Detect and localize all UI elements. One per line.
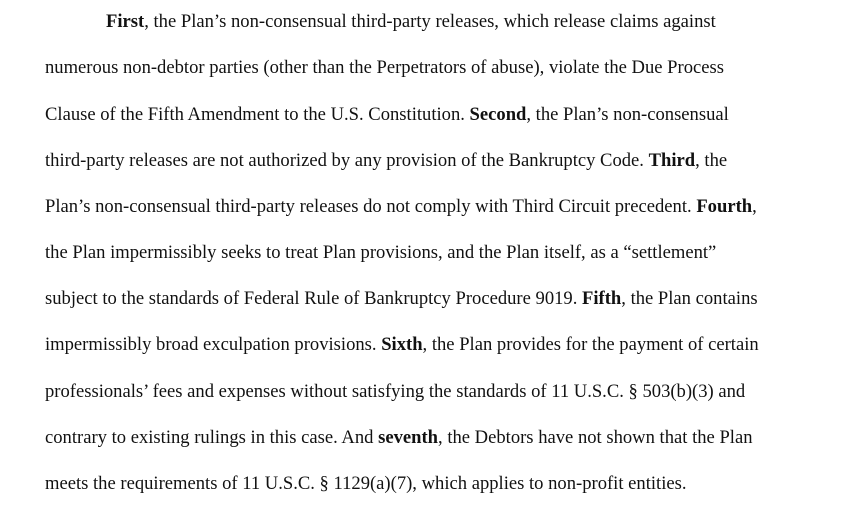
line-text: Clause of the Fifth Amendment to the U.S. Constitution. [45, 104, 470, 125]
paragraph-line-9 [45, 383, 745, 402]
line-text: , the [695, 150, 728, 171]
line-text: contrary to existing rulings in this case. And [45, 427, 379, 448]
line-text: , the Plan’s non-consensual [526, 104, 729, 125]
paragraph-line-7 [45, 290, 758, 309]
bold-keyword-fifth: Fifth [582, 288, 622, 309]
bold-keyword-second: Second [469, 104, 527, 125]
paragraph-line-6 [45, 244, 716, 263]
line-text: , the Plan contains [621, 288, 758, 309]
paragraph-line-8 [45, 336, 759, 355]
paragraph-line-1 [106, 13, 716, 32]
paragraph-line-2 [45, 59, 724, 78]
line-text: , the Plan’s non-consensual third-party releases, which release claims against [144, 11, 716, 32]
bold-keyword-sixth: Sixth [381, 334, 423, 355]
line-text: , the Debtors have not shown that the Plan [438, 427, 753, 448]
line-text: numerous non-debtor parties (other than the Perpetrators of abuse), violate the Due Process [45, 57, 724, 78]
line-text: meets the requirements of 11 U.S.C. § 1129(a)(7), which applies to non-profit entities. [45, 473, 687, 494]
paragraph-line-11 [45, 475, 687, 494]
paragraph-line-5 [45, 198, 757, 217]
line-text: impermissibly broad exculpation provisions. [45, 334, 382, 355]
line-text: subject to the standards of Federal Rule of Bankruptcy Procedure 9019. [45, 288, 583, 309]
paragraph-line-10 [45, 429, 753, 448]
bold-keyword-first: First [106, 11, 145, 32]
line-text: , the Plan provides for the payment of certain [422, 334, 759, 355]
bold-keyword-third: Third [648, 150, 696, 171]
line-text: , [752, 196, 757, 217]
paragraph-line-3 [45, 106, 729, 125]
line-text: Plan’s non-consensual third-party releases do not comply with Third Circuit precedent. [45, 196, 697, 217]
bold-keyword-fourth: Fourth [696, 196, 753, 217]
line-text: third-party releases are not authorized by any provision of the Bankruptcy Code. [45, 150, 649, 171]
bold-keyword-seventh: seventh [378, 427, 439, 448]
paragraph-line-4 [45, 152, 727, 171]
line-text: the Plan impermissibly seeks to treat Plan provisions, and the Plan itself, as a “settlement” [45, 242, 717, 263]
line-text: professionals’ fees and expenses without satisfying the standards of 11 U.S.C. § 503(b)(3) and [45, 381, 746, 402]
